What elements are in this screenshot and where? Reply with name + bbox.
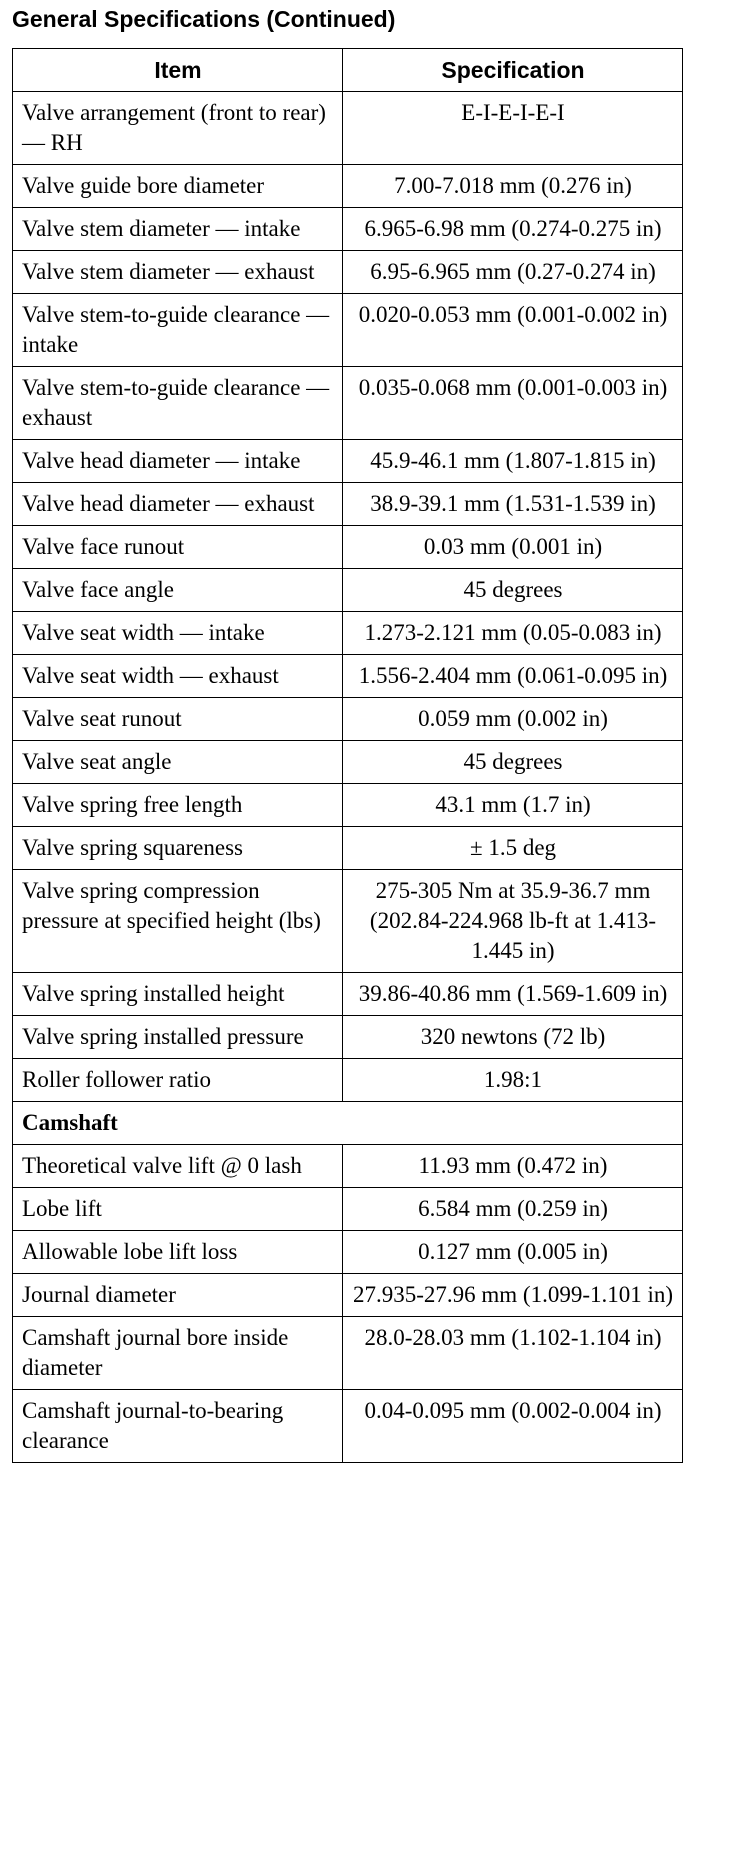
specification-cell: 275-305 Nm at 35.9-36.7 mm (202.84-224.968 lb-ft at 1.413-1.445 in)	[343, 870, 683, 973]
item-cell: Valve seat angle	[13, 741, 343, 784]
table-row	[13, 165, 683, 208]
specification-cell: 1.273-2.121 mm (0.05-0.083 in)	[343, 612, 683, 655]
item-cell: Valve face runout	[13, 526, 343, 569]
table-row	[13, 741, 683, 784]
table-row	[13, 612, 683, 655]
item-cell: Valve seat runout	[13, 698, 343, 741]
item-cell: Valve guide bore diameter	[13, 165, 343, 208]
table-header-row	[13, 49, 683, 92]
specification-cell: 45 degrees	[343, 569, 683, 612]
table-row	[13, 973, 683, 1016]
specification-cell: 0.127 mm (0.005 in)	[343, 1231, 683, 1274]
item-cell: Camshaft journal-to-bearing clearance	[13, 1390, 343, 1463]
table-body	[13, 92, 683, 1463]
specification-cell: 6.95-6.965 mm (0.27-0.274 in)	[343, 251, 683, 294]
table-row	[13, 294, 683, 367]
item-cell: Roller follower ratio	[13, 1059, 343, 1102]
table-row	[13, 251, 683, 294]
table-row	[13, 1059, 683, 1102]
table-row	[13, 526, 683, 569]
specification-cell: 320 newtons (72 lb)	[343, 1016, 683, 1059]
specifications-table	[12, 48, 683, 1463]
item-cell: Valve spring free length	[13, 784, 343, 827]
item-cell: Lobe lift	[13, 1188, 343, 1231]
specification-cell: E-I-E-I-E-I	[343, 92, 683, 165]
table-row	[13, 870, 683, 973]
item-cell: Allowable lobe lift loss	[13, 1231, 343, 1274]
specification-cell: 0.04-0.095 mm (0.002-0.004 in)	[343, 1390, 683, 1463]
table-row	[13, 1317, 683, 1390]
item-cell: Theoretical valve lift @ 0 lash	[13, 1145, 343, 1188]
item-cell: Valve stem-to-guide clearance — exhaust	[13, 367, 343, 440]
table-row	[13, 208, 683, 251]
table-row	[13, 655, 683, 698]
specification-cell: 0.059 mm (0.002 in)	[343, 698, 683, 741]
table-row	[13, 1145, 683, 1188]
table-row	[13, 827, 683, 870]
item-cell: Valve stem diameter — intake	[13, 208, 343, 251]
table-row	[13, 1188, 683, 1231]
specification-cell: 38.9-39.1 mm (1.531-1.539 in)	[343, 483, 683, 526]
specification-cell: 27.935-27.96 mm (1.099-1.101 in)	[343, 1274, 683, 1317]
table-row	[13, 367, 683, 440]
table-row	[13, 1390, 683, 1463]
item-cell: Valve arrangement (front to rear) — RH	[13, 92, 343, 165]
table-row	[13, 569, 683, 612]
specification-cell: 45 degrees	[343, 741, 683, 784]
table-row	[13, 1016, 683, 1059]
specification-cell: 0.035-0.068 mm (0.001-0.003 in)	[343, 367, 683, 440]
item-cell: Valve spring compression pressure at specified height (lbs)	[13, 870, 343, 973]
specification-cell: 0.020-0.053 mm (0.001-0.002 in)	[343, 294, 683, 367]
table-section-row	[13, 1102, 683, 1145]
item-cell: Valve spring installed height	[13, 973, 343, 1016]
specification-cell: 7.00-7.018 mm (0.276 in)	[343, 165, 683, 208]
specification-cell: 1.98:1	[343, 1059, 683, 1102]
table-row	[13, 1231, 683, 1274]
item-cell: Valve stem-to-guide clearance — intake	[13, 294, 343, 367]
column-header-item: Item	[13, 49, 343, 92]
column-header-specification: Specification	[343, 49, 683, 92]
item-cell: Valve spring squareness	[13, 827, 343, 870]
item-cell: Valve head diameter — intake	[13, 440, 343, 483]
item-cell: Valve face angle	[13, 569, 343, 612]
specification-cell: 11.93 mm (0.472 in)	[343, 1145, 683, 1188]
item-cell: Valve head diameter — exhaust	[13, 483, 343, 526]
page-title: General Specifications (Continued)	[12, 6, 396, 32]
specification-cell: ± 1.5 deg	[343, 827, 683, 870]
item-cell: Valve seat width — exhaust	[13, 655, 343, 698]
table-row	[13, 440, 683, 483]
table-row	[13, 483, 683, 526]
table-row	[13, 1274, 683, 1317]
table-row	[13, 698, 683, 741]
specification-cell: 6.584 mm (0.259 in)	[343, 1188, 683, 1231]
item-cell: Valve stem diameter — exhaust	[13, 251, 343, 294]
specification-cell: 43.1 mm (1.7 in)	[343, 784, 683, 827]
specification-cell: 28.0-28.03 mm (1.102-1.104 in)	[343, 1317, 683, 1390]
section-heading: Camshaft	[13, 1102, 683, 1145]
item-cell: Valve seat width — intake	[13, 612, 343, 655]
item-cell: Valve spring installed pressure	[13, 1016, 343, 1059]
specification-cell: 0.03 mm (0.001 in)	[343, 526, 683, 569]
item-cell: Journal diameter	[13, 1274, 343, 1317]
table-row	[13, 784, 683, 827]
specification-cell: 6.965-6.98 mm (0.274-0.275 in)	[343, 208, 683, 251]
specification-cell: 1.556-2.404 mm (0.061-0.095 in)	[343, 655, 683, 698]
specification-cell: 39.86-40.86 mm (1.569-1.609 in)	[343, 973, 683, 1016]
item-cell: Camshaft journal bore inside diameter	[13, 1317, 343, 1390]
table-row	[13, 92, 683, 165]
specification-cell: 45.9-46.1 mm (1.807-1.815 in)	[343, 440, 683, 483]
